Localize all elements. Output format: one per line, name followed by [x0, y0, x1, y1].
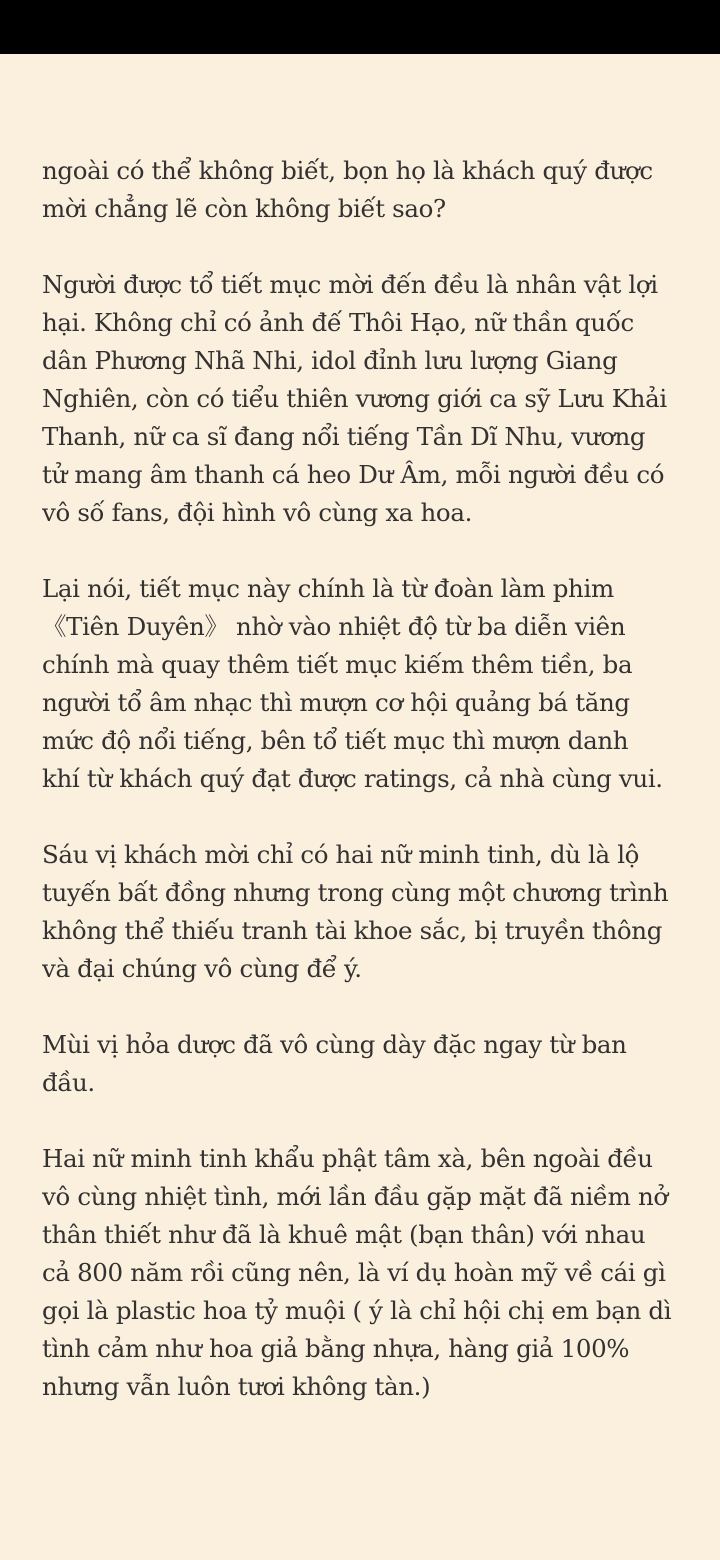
- paragraph: Sáu vị khách mời chỉ có hai nữ minh tinh, dù là lộ tuyến bất đồng nhưng trong cùng một chương trình không thể thiếu tranh tài khoe sắc, bị truyền thông và đại chúng vô cùng để ý.: [42, 840, 669, 983]
- paragraph: Mùi vị hỏa dược đã vô cùng dày đặc ngay từ ban đầu.: [42, 1030, 627, 1097]
- paragraph: Lại nói, tiết mục này chính là từ đoàn làm phim 《Tiên Duyên》 nhờ vào nhiệt độ từ ba diễn viên chính mà quay thêm tiết mục kiếm thêm tiền, ba người tổ âm nhạc thì mượn cơ hội quảng bá tăng mức độ nổi tiếng, bên tổ tiết mục thì mượn danh khí từ khách quý đạt được ratings, cả nhà cùng vui.: [42, 574, 663, 793]
- reader-page[interactable]: [0, 54, 720, 1560]
- paragraph: Hai nữ minh tinh khẩu phật tâm xà, bên ngoài đều vô cùng nhiệt tình, mới lần đầu gặp mặt đã niềm nở thân thiết như đã là khuê mật (bạn thân) với nhau cả 800 năm rồi cũng nên, là ví dụ hoàn mỹ về cái gì gọi là plastic hoa tỷ muội ( ý là chỉ hội chị em bạn dì tình cảm như hoa giả bằng nhựa, hàng giả 100% nhưng vẫn luôn tươi không tàn.): [42, 1144, 672, 1401]
- chapter-text: [42, 152, 672, 1510]
- status-bar: [0, 0, 720, 54]
- paragraph: Người được tổ tiết mục mời đến đều là nhân vật lợi hại. Không chỉ có ảnh đế Thôi Hạo, nữ thần quốc dân Phương Nhã Nhi, idol đỉnh lưu lượng Giang Nghiên, còn có tiểu thiên vương giới ca sỹ Lưu Khải Thanh, nữ ca sĩ đang nổi tiếng Tần Dĩ Nhu, vương tử mang âm thanh cá heo Dư Âm, mỗi người đều có vô số fans, đội hình vô cùng xa hoa.: [42, 270, 667, 527]
- paragraph: ngoài có thể không biết, bọn họ là khách quý được mời chẳng lẽ còn không biết sao?: [42, 156, 653, 223]
